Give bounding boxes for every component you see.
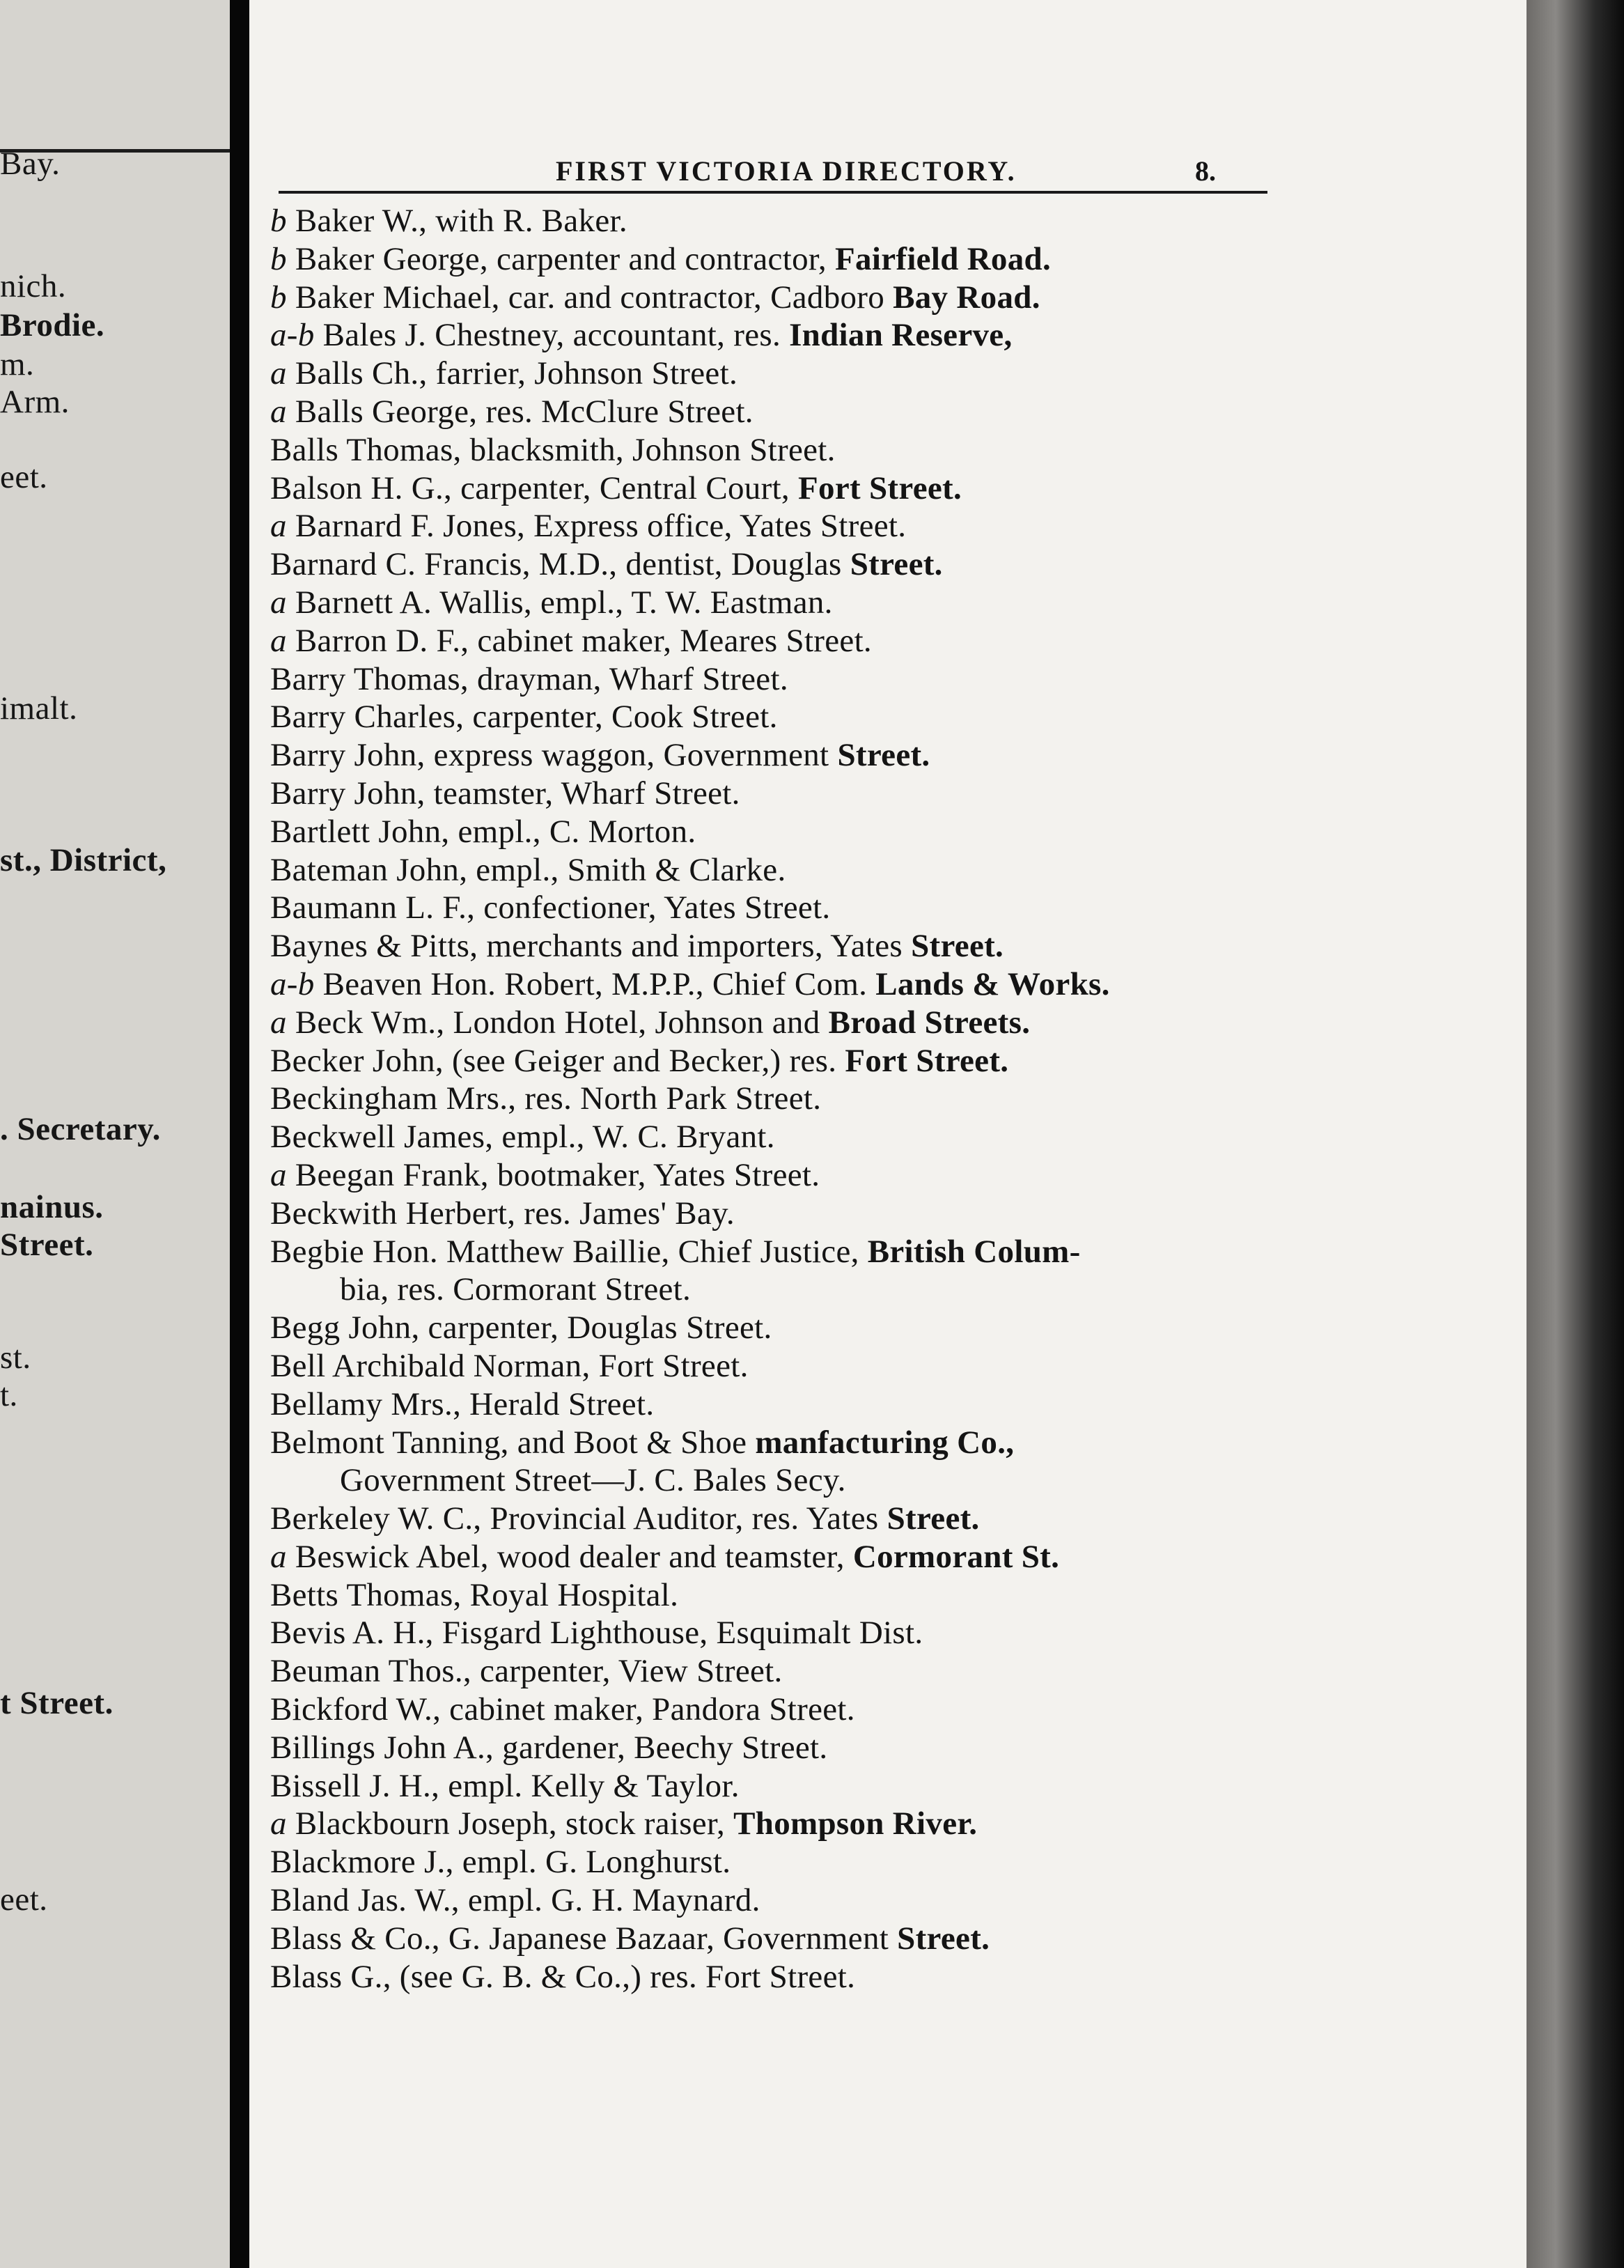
- entry-text: Bickford W., cabinet maker, Pandora Street.: [270, 1691, 855, 1728]
- entry-text: Balls Ch., farrier, Johnson Street.: [295, 355, 737, 392]
- page-edge: [1527, 0, 1624, 2268]
- page-title: FIRST VICTORIA DIRECTORY.: [556, 155, 1017, 187]
- entry-text: Betts Thomas, Royal Hospital.: [270, 1576, 679, 1613]
- entry-text: Baynes & Pitts, merchants and importers, Yates: [270, 928, 912, 965]
- directory-entry: [270, 736, 1329, 775]
- directory-entry: [270, 1233, 1329, 1271]
- entry-address-bold: Street.: [887, 1500, 980, 1537]
- entry-text: Baumann L. F., confectioner, Yates Street.: [270, 890, 831, 926]
- entry-address-bold: Bay Road.: [893, 279, 1040, 316]
- entry-address-bold: Cormorant St.: [852, 1538, 1060, 1575]
- entry-text: Barry Thomas, drayman, Wharf Street.: [270, 660, 788, 697]
- directory-entry: [270, 1309, 1329, 1347]
- entry-text: Baker George, carpenter and contractor,: [295, 240, 836, 277]
- entry-text: Beckingham Mrs., res. North Park Street.: [270, 1080, 822, 1117]
- entry-text: bia, res. Cormorant Street.: [340, 1271, 692, 1308]
- entry-text: Barry John, express waggon, Government: [270, 737, 838, 774]
- entry-text: Bellamy Mrs., Herald Street.: [270, 1385, 655, 1422]
- left-page-fragment: eet.: [0, 1881, 48, 1918]
- entry-address-bold: manfacturing Co.,: [755, 1424, 1015, 1461]
- directory-entry: [270, 1538, 1329, 1576]
- entry-text: Baker W., with R. Baker.: [295, 203, 627, 239]
- entry-text: Beckwell James, empl., W. C. Bryant.: [270, 1119, 775, 1156]
- entry-text: Balls George, res. McClure Street.: [295, 393, 754, 430]
- entry-address-bold: British Colum-: [867, 1233, 1081, 1270]
- entry-text: Becker John, (see Geiger and Becker,) res.: [270, 1042, 845, 1079]
- entry-text: Begg John, carpenter, Douglas Street.: [270, 1310, 772, 1346]
- entry-text: Barry John, teamster, Wharf Street.: [270, 775, 740, 811]
- entry-text: Billings John A., gardener, Beechy Street.: [270, 1729, 828, 1766]
- directory-entries: [270, 202, 1329, 1996]
- left-facing-page: [0, 0, 230, 2268]
- entry-address-bold: Fort Street.: [845, 1042, 1009, 1079]
- entry-continuation: [270, 1461, 1329, 1500]
- entry-marker: a: [270, 508, 287, 545]
- entry-marker: b: [270, 279, 287, 316]
- entry-marker: b: [270, 203, 287, 239]
- directory-entry: [270, 279, 1329, 317]
- directory-page: [249, 0, 1527, 2268]
- entry-marker: a: [270, 1156, 287, 1193]
- left-page-fragment: m.: [0, 346, 35, 382]
- directory-entry: [270, 889, 1329, 927]
- left-page-fragment: . Secretary.: [0, 1111, 161, 1147]
- left-page-fragment: st., District,: [0, 842, 167, 878]
- entry-marker: a: [270, 584, 287, 621]
- directory-entry: [270, 660, 1329, 699]
- entry-text: Bevis A. H., Fisgard Lighthouse, Esquimalt Dist.: [270, 1615, 923, 1652]
- entry-address-bold: Street.: [850, 546, 943, 583]
- entry-text: Bartlett John, empl., C. Morton.: [270, 813, 696, 850]
- entry-text: Beswick Abel, wood dealer and teamster,: [295, 1538, 853, 1575]
- entry-text: Beegan Frank, bootmaker, Yates Street.: [295, 1156, 820, 1193]
- directory-entry: [270, 469, 1329, 508]
- entry-text: Beck Wm., London Hotel, Johnson and: [295, 1004, 829, 1041]
- left-page-fragment: t.: [0, 1377, 18, 1413]
- entry-marker: a: [270, 393, 287, 430]
- entry-address-bold: Street.: [837, 737, 930, 774]
- entry-text: Belmont Tanning, and Boot & Shoe: [270, 1424, 756, 1461]
- entry-address-bold: Indian Reserve,: [789, 317, 1013, 354]
- directory-entry: [270, 1195, 1329, 1233]
- entry-text: Bales J. Chestney, accountant, res.: [322, 317, 790, 354]
- directory-entry: [270, 1805, 1329, 1843]
- left-page-fragment: eet.: [0, 459, 48, 495]
- left-page-fragment: Brodie.: [0, 307, 105, 343]
- entry-text: Beuman Thos., carpenter, View Street.: [270, 1653, 783, 1690]
- entry-text: Bell Archibald Norman, Fort Street.: [270, 1347, 749, 1384]
- directory-entry: [270, 1385, 1329, 1424]
- entry-address-bold: Fort Street.: [798, 469, 962, 506]
- left-page-fragment: Arm.: [0, 384, 70, 420]
- page-number: 8.: [1195, 155, 1216, 187]
- directory-entry: [270, 545, 1329, 584]
- entry-text: Barnett A. Wallis, empl., T. W. Eastman.: [295, 584, 833, 621]
- entry-text: Balson H. G., carpenter, Central Court,: [270, 469, 799, 506]
- entry-text: Blackmore J., empl. G. Longhurst.: [270, 1844, 731, 1881]
- book-gutter: [230, 0, 249, 2268]
- entry-text: Blass & Co., G. Japanese Bazaar, Government: [270, 1920, 898, 1957]
- directory-entry: [270, 1843, 1329, 1881]
- directory-entry: [270, 1347, 1329, 1385]
- directory-entry: [270, 1958, 1329, 1996]
- directory-entry: [270, 393, 1329, 431]
- left-page-fragment: imalt.: [0, 690, 78, 727]
- directory-entry: [270, 698, 1329, 736]
- entry-marker: a: [270, 1805, 287, 1842]
- directory-entry: [270, 316, 1329, 355]
- entry-marker: a-b: [270, 317, 315, 354]
- left-page-fragment: Street.: [0, 1227, 94, 1263]
- entry-address-bold: Street.: [911, 928, 1004, 965]
- directory-entry: [270, 431, 1329, 469]
- directory-entry: [270, 240, 1329, 279]
- entry-marker: b: [270, 240, 287, 277]
- entry-text: Blass G., (see G. B. & Co.,) res. Fort Street.: [270, 1958, 856, 1995]
- entry-text: Government Street—J. C. Bales Secy.: [340, 1462, 846, 1499]
- left-page-fragment: Bay.: [0, 146, 61, 182]
- directory-entry: [270, 1118, 1329, 1156]
- directory-entry: [270, 1920, 1329, 1958]
- left-page-fragment: st.: [0, 1339, 31, 1376]
- entry-text: Berkeley W. C., Provincial Auditor, res. Yates: [270, 1500, 887, 1537]
- directory-entry: [270, 1767, 1329, 1805]
- left-page-fragment: nich.: [0, 268, 67, 304]
- entry-address-bold: Fairfield Road.: [835, 240, 1052, 277]
- entry-marker: a: [270, 1004, 287, 1041]
- entry-address-bold: Thompson River.: [733, 1805, 978, 1842]
- directory-entry: [270, 965, 1329, 1004]
- left-page-fragment: nainus.: [0, 1189, 104, 1225]
- directory-entry: [270, 813, 1329, 851]
- entry-text: Barry Charles, carpenter, Cook Street.: [270, 699, 778, 736]
- entry-text: Barnard F. Jones, Express office, Yates Street.: [295, 508, 907, 545]
- entry-marker: a: [270, 622, 287, 659]
- directory-entry: [270, 1881, 1329, 1920]
- directory-entry: [270, 775, 1329, 813]
- entry-address-bold: Broad Streets.: [828, 1004, 1031, 1041]
- entry-text: Barnard C. Francis, M.D., dentist, Douglas: [270, 546, 850, 583]
- directory-entry: [270, 1042, 1329, 1080]
- directory-entry: [270, 1500, 1329, 1538]
- directory-entry: [270, 1729, 1329, 1767]
- entry-continuation: [270, 1271, 1329, 1309]
- directory-entry: [270, 1424, 1329, 1462]
- directory-entry: [270, 1156, 1329, 1195]
- entry-address-bold: Lands & Works.: [875, 965, 1110, 1002]
- entry-text: Begbie Hon. Matthew Baillie, Chief Justice,: [270, 1233, 868, 1270]
- directory-entry: [270, 1080, 1329, 1118]
- entry-text: Bateman John, empl., Smith & Clarke.: [270, 851, 786, 888]
- header-rule: [279, 191, 1267, 194]
- directory-entry: [270, 1691, 1329, 1729]
- directory-entry: [270, 622, 1329, 660]
- directory-entry: [270, 851, 1329, 890]
- entry-text: Balls Thomas, blacksmith, Johnson Street.: [270, 431, 836, 468]
- directory-entry: [270, 1004, 1329, 1042]
- entry-marker: a: [270, 355, 287, 392]
- entry-text: Beckwith Herbert, res. James' Bay.: [270, 1195, 735, 1232]
- directory-entry: [270, 927, 1329, 965]
- running-head: [249, 155, 1294, 196]
- directory-entry: [270, 1652, 1329, 1691]
- entry-text: Blackbourn Joseph, stock raiser,: [295, 1805, 734, 1842]
- entry-address-bold: Street.: [897, 1920, 990, 1957]
- entry-marker: a-b: [270, 965, 315, 1002]
- entry-text: Barron D. F., cabinet maker, Meares Street.: [295, 622, 872, 659]
- directory-entry: [270, 507, 1329, 545]
- directory-entry: [270, 1576, 1329, 1615]
- directory-entry: [270, 202, 1329, 240]
- left-page-fragment: t Street.: [0, 1685, 114, 1721]
- directory-entry: [270, 584, 1329, 622]
- entry-text: Beaven Hon. Robert, M.P.P., Chief Com.: [322, 965, 876, 1002]
- directory-entry: [270, 355, 1329, 393]
- entry-text: Bissell J. H., empl. Kelly & Taylor.: [270, 1767, 740, 1804]
- directory-entry: [270, 1614, 1329, 1652]
- entry-marker: a: [270, 1538, 287, 1575]
- entry-text: Baker Michael, car. and contractor, Cadboro: [295, 279, 893, 316]
- entry-text: Bland Jas. W., empl. G. H. Maynard.: [270, 1882, 760, 1919]
